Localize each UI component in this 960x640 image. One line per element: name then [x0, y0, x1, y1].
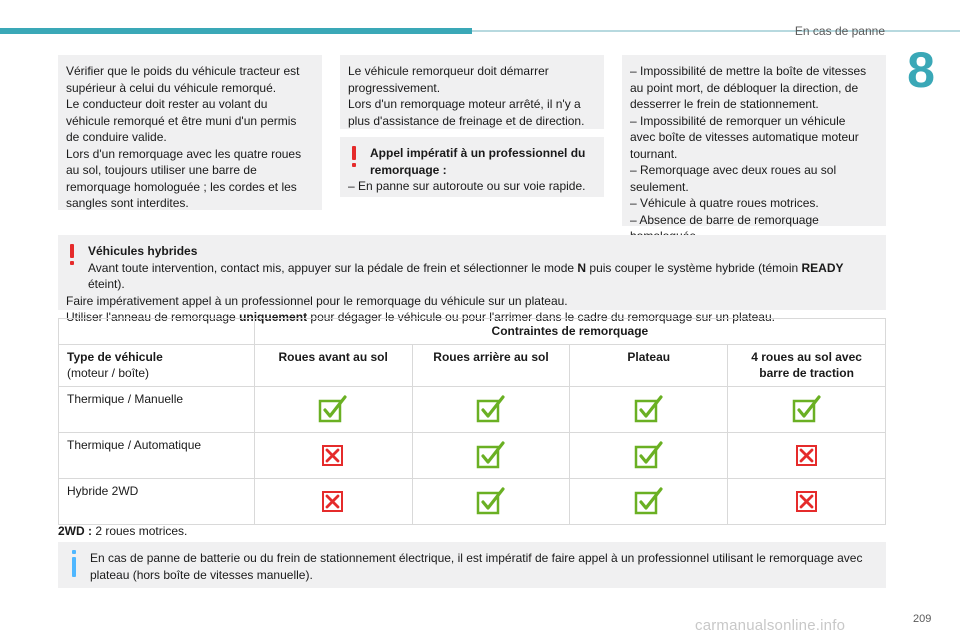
column-header: Roues avant au sol: [254, 344, 412, 386]
rule-line: Vérifier que le poids du véhicule tracteur est supérieur à celui du véhicule remorqué.: [66, 64, 300, 95]
header-accent-bar: [0, 28, 472, 34]
table-row: [59, 386, 886, 432]
warning-icon: [350, 146, 358, 168]
type-header: Type de véhicule: [67, 349, 163, 364]
footnote: 2WD : 2 roues motrices.: [58, 524, 188, 538]
hybrid-title: Véhicules hybrides: [88, 244, 198, 258]
check-icon: [318, 395, 348, 423]
list-item: – Remorquage avec deux roues au sol seulement.: [630, 163, 837, 194]
table-row: [59, 432, 886, 478]
battery-info-box: [58, 542, 886, 588]
towing-rules-box: [58, 55, 322, 210]
type-header-cell: [59, 344, 255, 386]
header-rule: [472, 30, 960, 32]
row-label: Hybride 2WD: [59, 478, 255, 524]
towing-vehicle-box: [340, 55, 604, 129]
list-item: – Véhicule à quatre roues motrices.: [630, 196, 819, 210]
conditions-list-box: [622, 55, 886, 226]
section-title: En cas de panne: [794, 24, 885, 38]
row-label: Thermique / Automatique: [59, 432, 255, 478]
list-item: – Absence de barre de remorquage: [630, 212, 819, 227]
info-text: En cas de panne de batterie ou du frein de stationnement électrique, il est impératif de faire appel à un professionnel utilisant le remorquage avec plateau (hors boîte de vitesses manuelle).: [90, 551, 863, 582]
column-header: Roues arrière au sol: [412, 344, 570, 386]
hybrid-line-3: Utiliser l'anneau de remorquage uniquement pour dégager le véhicule ou pour l'arrimer dans le cadre du remorquage sur un plateau.: [66, 310, 775, 324]
list-item: – Impossibilité de mettre la boîte de vitesses au point mort, de débloquer la direction, de desserrer le frein de stationnement.: [630, 64, 867, 111]
warning-icon: [68, 244, 76, 266]
check-icon: [634, 487, 664, 515]
page-number: 209: [913, 613, 932, 625]
chapter-number: 8: [907, 42, 935, 98]
check-icon: [792, 395, 822, 423]
check-icon: [476, 395, 506, 423]
info-icon: [70, 550, 78, 580]
check-icon: [476, 487, 506, 515]
rule-line: Le véhicule remorqueur doit démarrer progressivement.: [348, 64, 549, 95]
cross-icon: [792, 441, 822, 469]
type-subheader: (moteur / boîte): [67, 366, 150, 380]
rule-line: Lors d'un remorquage avec les quatre roues au sol, toujours utiliser une barre de remorquage homologuée ; les cordes et les sangles sont interdites.: [66, 146, 302, 210]
empty-header-cell: [59, 319, 255, 345]
professional-call-warning: [340, 137, 604, 197]
group-header: Contraintes de remorquage: [254, 319, 885, 345]
column-header: Plateau: [570, 344, 728, 386]
hybrid-line-1: Avant toute intervention, contact mis, appuyer sur la pédale de frein et sélectionner le mode N puis couper le système hybride (témoin READY éteint).: [88, 260, 844, 291]
warning-item: – En panne sur autoroute ou sur voie rapide.: [348, 179, 586, 193]
watermark: carmanualsonline.info: [695, 617, 846, 634]
column-header: 4 roues au sol avec barre de traction: [728, 344, 886, 386]
cross-icon: [318, 487, 348, 515]
towing-constraints-table: [58, 318, 886, 525]
warning-title: Appel impératif à un professionnel du remorquage :: [370, 146, 586, 177]
hybrid-line-2: Faire impérativement appel à un professionnel pour le remorquage du véhicule sur un plateau.: [66, 293, 568, 308]
rule-line: Le conducteur doit rester au volant du véhicule remorqué et être muni d'un permis de conduire valide.: [66, 97, 297, 144]
row-label: Thermique / Manuelle: [59, 386, 255, 432]
rule-line: Lors d'un remorquage moteur arrêté, il n'y a plus d'assistance de freinage et de direction.: [348, 97, 585, 128]
hybrid-warning-box: [58, 235, 886, 324]
cross-icon: [792, 487, 822, 515]
list-item: – Impossibilité de remorquer un véhicule avec boîte de vitesses automatique moteur tournant.: [630, 113, 859, 161]
check-icon: [634, 395, 664, 423]
check-icon: [476, 441, 506, 469]
check-icon: [634, 441, 664, 469]
cross-icon: [318, 441, 348, 469]
table-row: [59, 478, 886, 524]
